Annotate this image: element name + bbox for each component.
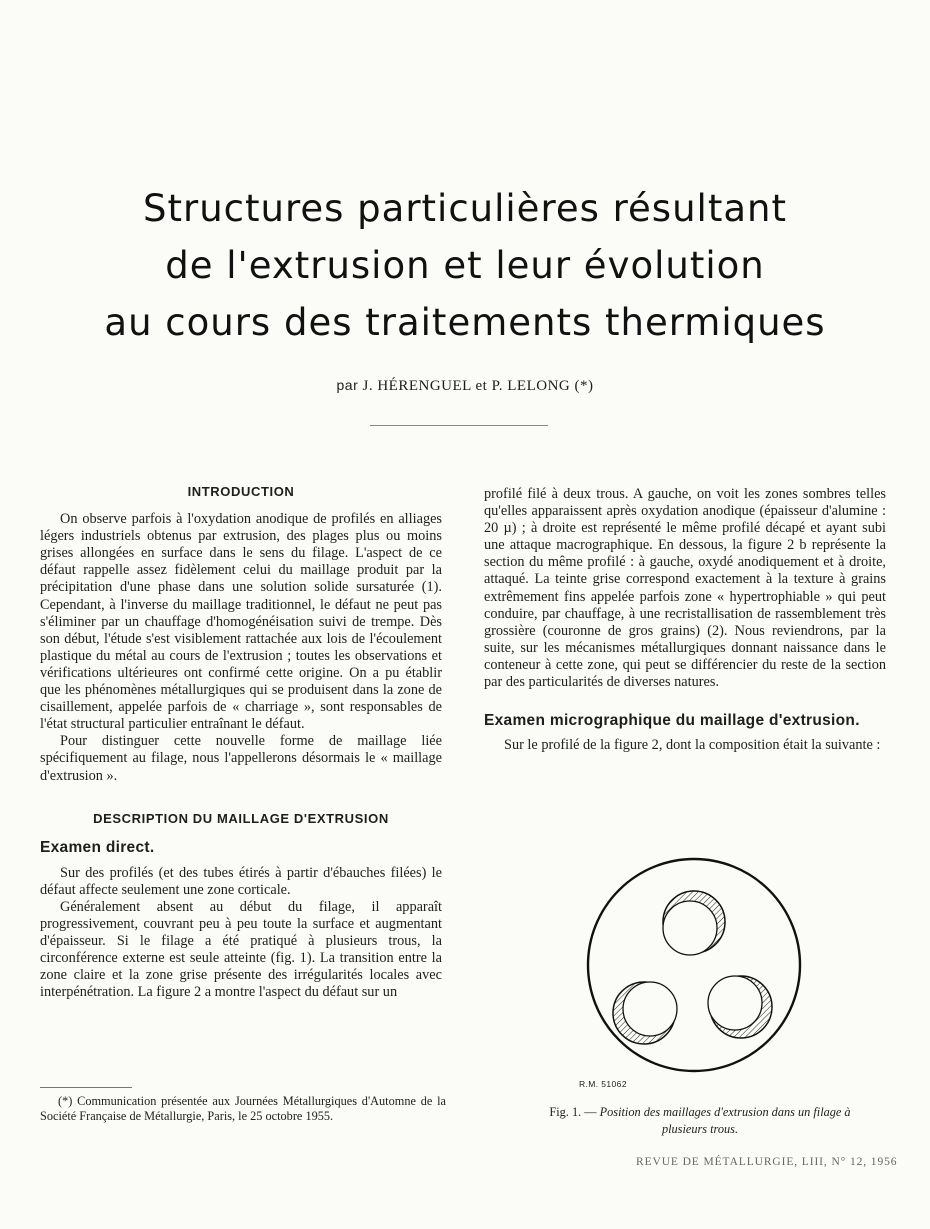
footnote: (*) Communication présentée aux Journées Métallurgiques d'Automne de la Société Française de Métallurgie, Paris, le 25 octobre 1955. [40,1094,446,1123]
byline-authors: J. HÉRENGUEL et P. LELONG (*) [362,378,594,394]
title-line: Structures particulières résultant [143,187,787,230]
direct-exam-heading: Examen direct. [40,838,155,856]
intro-paragraph: On observe parfois à l'oxydation anodique de profilés en alliages légers industriels obtenus par extrusion, des plages plus ou moins grises allongées en surface dans le sens du filage. L'aspect de ce défaut rappelle assez fidèlement celui du maillage produit par la précipitation d'une phase dans une solution solide sursaturée (1). Cependant, à l'inverse du maillage traditionnel, le défaut ne peut pas s'éliminer par un chauffage d'homogénéisation suivi de trempe. Dès son début, l'étude s'est visiblement rattachée aux lois de l'écoulement plastique du métal au cours de l'extrusion ; toutes les observations et vérifications ultérieures ont confirmé cette origine. On a pu établir que les phénomènes métallurgiques qui se produisent dans la zone de cisaillement, appelée parfois de « charriage », sont responsables de l'état structural particulier entraînant le défaut. [40,511,442,733]
top-hole [663,891,725,955]
figure-diagram [580,857,810,1077]
continuation-paragraph: profilé filé à deux trous. A gauche, on voit les zones sombres telles qu'elles apparaissent après oxydation anodique (épaisseur d'alumine : 20 µ) ; à droite est représenté le même profilé décapé et ayant subi une attaque macrographique. En dessous, la figure 2 b représente la section du même profilé : à gauche, oxydé anodiquement et à droite, attaqué. La teinte grise correspond exactement à la texture à grains extrêmement fins appelée parfois zone « hypertrophiable » qui peut conduire, par chauffage, à une recristallisation de rassemblement très grossière (couronne de gros grains) (2). Nous reviendrons, par la suite, sur les mécanismes métallurgiques donnant naissance dans le conteneur à cette zone, qui peut se différencier du reste de la section par des particularités de diverses natures. [484,486,886,691]
footnote-divider [40,1087,132,1088]
figure-caption-text: Position des maillages d'extrusion dans un filage à plusieurs trous. [599,1105,851,1136]
description-heading: DESCRIPTION DU MAILLAGE D'EXTRUSION [93,810,389,826]
direct-paragraph: Sur des profilés (et des tubes étirés à partir d'ébauches filées) le défaut affecte seulement une zone corticale. [40,864,442,898]
article-title [60,180,870,351]
figure-number: Fig. 1. — [549,1105,597,1119]
introduction-heading: INTRODUCTION [187,484,295,499]
title-divider [370,425,548,426]
micro-paragraph: Sur le profilé de la figure 2, dont la composition était la suivante : [504,737,881,754]
figure-caption [540,1104,860,1138]
micrographic-exam-heading: Examen micrographique du maillage d'extrusion. [484,712,860,730]
left-column [40,483,442,1001]
title-line: au cours des traitements thermiques [104,301,826,344]
left-hole [613,982,677,1044]
direct-paragraph: Généralement absent au début du filage, il apparaît progressivement, couvrant peu à peu toute la surface et augmentant d'épaisseur. Si le filage a été pratiqué à plusieurs trous, la circonférence externe est seule atteinte (fig. 1). La transition entre la zone claire et la zone grise présente des irrégularités locales avec interpénétration. La figure 2 a montre l'aspect du défaut sur un [40,898,442,1001]
byline [0,377,930,395]
right-column [484,486,886,754]
figure-reference-id: R.M. 51062 [579,1079,627,1089]
right-hole [708,976,772,1038]
intro-paragraph: Pour distinguer cette nouvelle forme de maillage liée spécifiquement au filage, nous l'appellerons désormais le « maillage d'extrusion ». [40,733,442,784]
title-line: de l'extrusion et leur évolution [165,244,765,287]
running-footer: REVUE DE MÉTALLURGIE, LIII, N° 12, 1956 [636,1156,898,1168]
byline-prefix: par [336,377,359,393]
